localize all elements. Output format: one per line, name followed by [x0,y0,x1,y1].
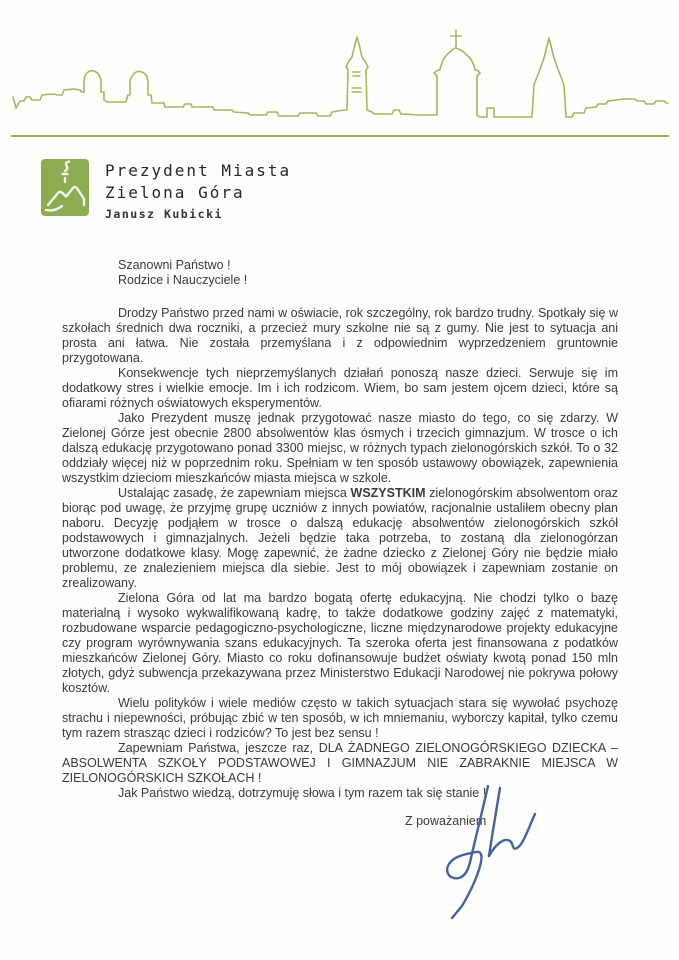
city-skyline-illustration [0,0,679,145]
closing-phrase: Z poważaniem [405,814,487,828]
letter-paragraph: Zielona Góra od lat ma bardzo bogatą ofertę edukacyjną. Nie chodzi tylko o bazę materialną i wysoko wykwalifikowaną kadrę, to także dodatkowe godziny zajęć z matematyki, rozbudowane wsparcie pedagogiczno-psychologiczne, liczne międzynarodowe projekty edukacyjne czy program wyrównywania szans edukacyjnych. Ta szeroka oferta jest finansowana z podatków mieszkańców Zielonej Góry. Miasto co roku dofinansowuje budżet oświaty kwotą ponad 150 mln złotych, gdyż subwencja przekazywana przez Ministerstwo Edukacji Narodowej nie pokrywa połowy kosztów. [62,591,618,695]
letter-paragraph: Drodzy Państwo przed nami w oświacie, rok szczególny, rok bardzo trudny. Spotkały się w szkołach średnich dwa roczniki, a przecież mury szkolne nie są z gumy. Nie jest to sytuacja ani prosta ani łatwa. Nie została przemyślana i z odpowiednim wyprzedzeniem gruntownie przygotowana. [62,306,618,365]
salutation-line-1: Szanowni Państwo ! [118,258,231,272]
signature-scribble [430,778,550,923]
letter-paragraph: Wielu polityków i wiele mediów często w takich sytuacjach stara się wywołać psychozę strachu i niepewności, próbując zbić w ten sposób, w ich mniemaniu, wyborczy kapitał, tylko czemu tym razem strasząc dzieci i rodziców? To jest bez sensu ! [62,696,618,740]
letter-body [62,258,618,829]
letter-paragraph: Zapewniam Państwa, jeszcze raz, DLA ŻADNEGO ZIELONOGÓRSKIEGO DZIECKA – ABSOLWENTA SZKOŁY PODSTAWOWEJ I GIMNAZJUM NIE ZABRAKNIE MIEJSCA W ZIELONOGÓRSKICH SZKOŁACH ! [62,741,618,785]
letter-paragraph: Jak Państwo wiedzą, dotrzymuję słowa i tym razem tak się stanie ! [118,786,487,800]
letter-paragraph: Konsekwencje tych nieprzemyślanych działań ponoszą nasze dzieci. Serwuje się im dodatkowy stres i wielkie emocje. Im i ich rodzicom. Wiem, bo sam jestem ojcem dzieci, które są ofiarami różnych oświatowych eksperymentów. [62,366,618,410]
skyline-clock-detail [352,72,361,92]
sender-title-line1: Prezydent Miasta [105,161,292,180]
letter-paragraph: Jako Prezydent muszę jednak przygotować nasze miasto do tego, co się zdarzy. W Zielonej Górze jest obecnie 2800 absolwentów klas ósmych i trzecich gimnazjum. W trosce o ich dalszą edukację przygotowano ponad 3300 miejsc, w różnych typach zielonogórskich szkół. To o 32 oddziały więcej niż w poprzednim roku. Spełniam w ten sposób ustawowy obowiązek, zapewnienia wszystkim dzieciom mieszkańców miasta miejsca w szkole. [62,411,618,485]
sender-name: Janusz Kubicki [105,207,223,221]
letter-paragraph: Ustalając zasadę, że zapewniam miejsca WSZYSTKIM zielonogórskim absolwentom oraz biorąc pod uwagę, że przyjmę grupę uczniów z innych powiatów, racjonalnie ustaliłem obecny plan naboru. Decyzję podjąłem w trosce o dalszą edukację absolwentów zielonogórskich szkół podstawowych i gimnazjalnych. Jeżeli będzie taka potrzeba, to zostaną dla zielonogórzan utworzone dodatkowe klasy. Mogę zapewnić, że żadne dziecko z Zielonej Góry nie będzie miało problemu, ze znalezieniem miejsca dla siebie. Jest to mój obowiązek i zapewniam zostanie on zrealizowany. [62,486,618,590]
city-logo-icon [41,159,89,216]
skyline-cross-detail [451,30,461,47]
sender-title-line2: Zielona Góra [105,183,245,202]
skyline-outline [13,37,668,117]
sender-brand [41,159,291,221]
salutation-line-2: Rodzice i Nauczyciele ! [118,273,248,287]
salutation [62,258,618,288]
letter-paragraphs [62,306,618,801]
